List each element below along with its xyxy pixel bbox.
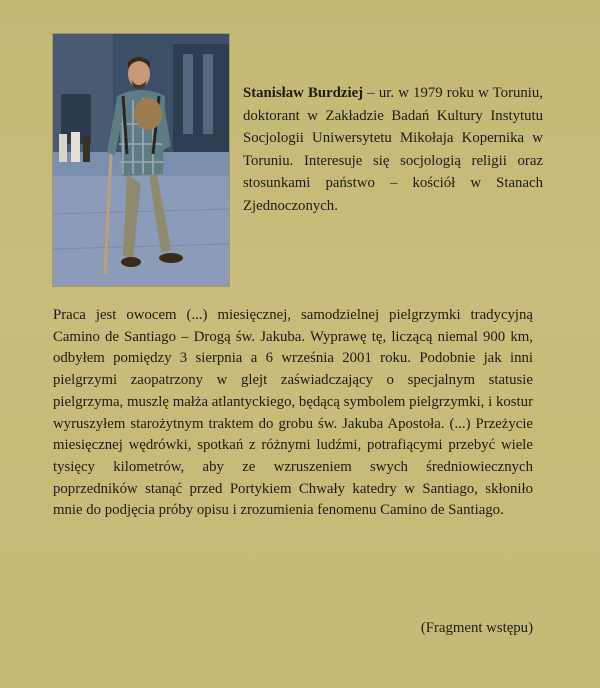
author-name: Stanisław Burdziej (243, 85, 364, 101)
author-bio (243, 82, 543, 217)
book-excerpt (53, 305, 533, 522)
author-bio-text: – ur. w 1979 roku w Toruniu, doktorant w Zakładzie Badań Kultury Instytutu Socjologii Uniwersytetu Mikołaja Kopernika w Toruniu. Interesuje się socjologią religii oraz stosunkami państwo – kościół w Stanach Zjednoczonych. (243, 85, 544, 214)
author-photo-image (53, 34, 229, 286)
author-photo (53, 34, 229, 286)
excerpt-source: (Fragment wstępu) (420, 620, 533, 636)
excerpt-text: Praca jest owocem (...) miesięcznej, samodzielnej pielgrzymki tradycyjną Camino de Santiago – Drogą św. Jakuba. Wyprawę tę, liczącą niemal 900 km, odbyłem pomiędzy 3 sierpnia a 6 września 2001 roku. Podobnie jak inni pielgrzymi zaopatrzony w glejt zaświadczający o specjalnym statusie pielgrzyma, muszlę małża atlantyckiego, będącą symbolem pielgrzymki, i kostur wyruszyłem starożytnym traktem do grobu św. Jakuba Apostoła. (...) Przeżycie miesięcznej wędrówki, spotkań z różnymi ludźmi, potrafiącymi przebyć wiele tysięcy kilometrów, aby ze wzruszeniem swych średniowiecznych poprzedników stanąć przed Portykiem Chwały katedry w Santiago, skłoniło mnie do podjęcia próby opisu i zrozumienia fenomenu Camino de Santiago. (53, 307, 533, 519)
